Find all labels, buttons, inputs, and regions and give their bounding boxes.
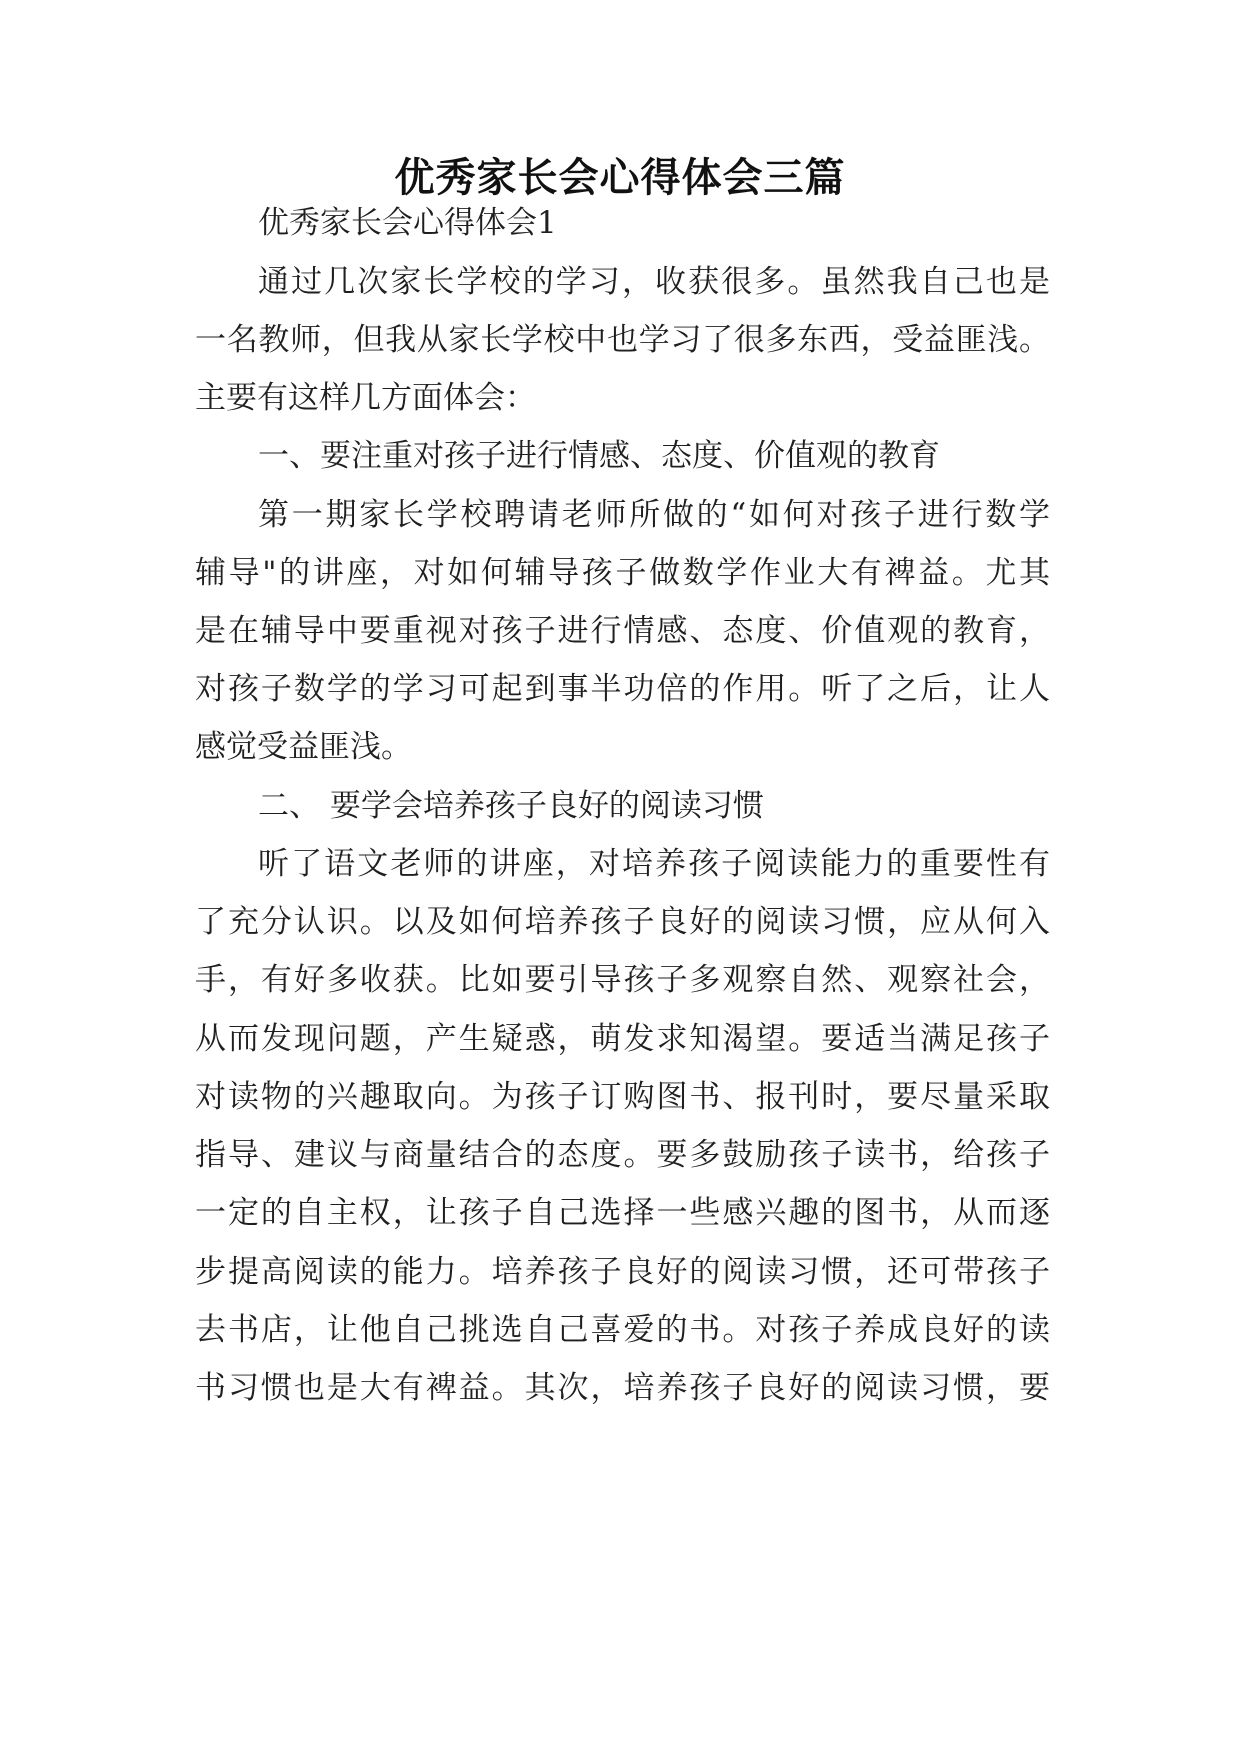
section-2-line-4: 从而发现问题，产生疑惑，萌发求知渴望。要适当满足孩子 xyxy=(195,1021,1050,1057)
section-2-line-6: 指导、建议与商量结合的态度。要多鼓励孩子读书，给孩子 xyxy=(195,1137,1050,1173)
section-2-line-8: 步提高阅读的能力。培养孩子良好的阅读习惯，还可带孩子 xyxy=(195,1254,1050,1290)
intro-line-3: 主要有这样几方面体会： xyxy=(195,380,536,416)
section-2-line-3: 手，有好多收获。比如要引导孩子多观察自然、观察社会， xyxy=(195,962,1050,998)
section-1-line-5: 感觉受益匪浅。 xyxy=(195,729,412,765)
section-1-line-3: 是在辅导中要重视对孩子进行情感、态度、价值观的教育， xyxy=(195,613,1050,649)
section-1-line-2: 辅导"的讲座，对如何辅导孩子做数学作业大有裨益。尤其 xyxy=(195,555,1050,591)
section-2-line-9: 去书店，让他自己挑选自己喜爱的书。对孩子养成良好的读 xyxy=(195,1312,1050,1348)
section-2-heading: 二、 要学会培养孩子良好的阅读习惯 xyxy=(258,788,764,824)
intro-line-1: 通过几次家长学校的学习，收获很多。虽然我自己也是 xyxy=(258,264,1050,300)
section-2-line-5: 对读物的兴趣取向。为孩子订购图书、报刊时，要尽量采取 xyxy=(195,1079,1050,1115)
section-subtitle: 优秀家长会心得体会1 xyxy=(258,205,557,241)
section-2-line-10: 书习惯也是大有裨益。其次，培养孩子良好的阅读习惯，要 xyxy=(195,1370,1050,1406)
document-title: 优秀家长会心得体会三篇 xyxy=(394,155,846,201)
section-2-line-2: 了充分认识。以及如何培养孩子良好的阅读习惯，应从何入 xyxy=(195,904,1050,940)
section-1-line-4: 对孩子数学的学习可起到事半功倍的作用。听了之后，让人 xyxy=(195,671,1050,707)
intro-line-2: 一名教师，但我从家长学校中也学习了很多东西，受益匪浅。 xyxy=(195,322,1050,358)
section-2-line-7: 一定的自主权，让孩子自己选择一些感兴趣的图书，从而逐 xyxy=(195,1195,1050,1231)
section-1-heading: 一、要注重对孩子进行情感、态度、价值观的教育 xyxy=(258,438,940,474)
section-1-line-1: 第一期家长学校聘请老师所做的“如何对孩子进行数学 xyxy=(258,497,1050,533)
section-2-line-1: 听了语文老师的讲座，对培养孩子阅读能力的重要性有 xyxy=(258,846,1050,882)
